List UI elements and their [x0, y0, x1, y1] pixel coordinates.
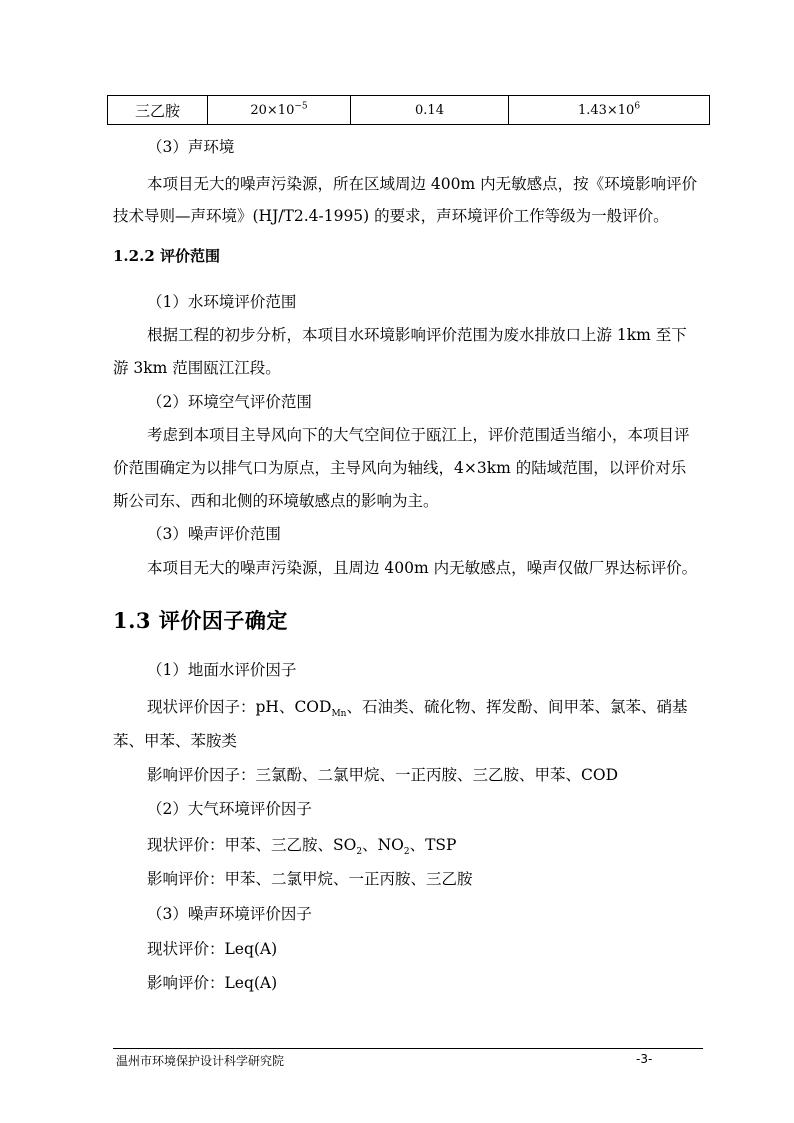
surface-water-status-line-2: 苯、甲苯、苯胺类: [113, 732, 238, 750]
sound-env-heading: （3）声环境: [147, 138, 235, 156]
water-range-line-1: 根据工程的初步分析，本项目水环境影响评价范围为废水排放口上游 1km 至下: [147, 326, 687, 344]
noise-range-heading: （3）噪声评价范围: [147, 525, 281, 543]
water-range-line-2: 游 3km 范围瓯江江段。: [113, 359, 281, 377]
noise-factors-impact: 影响评价：Leq(A): [147, 974, 278, 992]
noise-factors-status: 现状评价：Leq(A): [147, 940, 278, 958]
table-cell-substance: 三乙胺: [108, 96, 208, 125]
air-factors-status: 现状评价：甲苯、三乙胺、$SO_2$、$NO_2$、TSP: [147, 836, 457, 858]
surface-water-status-line-1: 现状评价因子：pH、$COD_{Mn}$、石油类、硫化物、挥发酚、间甲苯、氯苯、硝基: [147, 698, 688, 720]
air-range-heading: （2）环境空气评价范围: [147, 393, 312, 411]
air-factors-heading: （2）大气环境评价因子: [147, 800, 312, 818]
table-row: [108, 96, 710, 125]
water-range-heading: （1）水环境评价范围: [147, 293, 297, 311]
page-number: -3-: [636, 1052, 653, 1066]
table-cell-value-3: $1.43\times 10^6$: [509, 96, 710, 125]
section-1-2-2-title: 1.2.2 评价范围: [113, 247, 220, 265]
surface-water-impact: 影响评价因子：三氯酚、二氯甲烷、一正丙胺、三乙胺、甲苯、COD: [147, 766, 618, 784]
footer-organization: 温州市环境保护设计科学研究院: [116, 1054, 285, 1068]
air-range-line-1: 考虑到本项目主导风向下的大气空间位于瓯江上，评价范围适当缩小，本项目评: [147, 426, 690, 444]
noise-range-line-1: 本项目无大的噪声污染源，且周边 400m 内无敏感点，噪声仅做厂界达标评价。: [147, 559, 698, 577]
footer-divider: [113, 1048, 703, 1049]
noise-factors-heading: （3）噪声环境评价因子: [147, 905, 312, 923]
table-cell-value-2: 0.14: [351, 96, 509, 125]
air-range-line-3: 斯公司东、西和北侧的环境敏感点的影响为主。: [113, 492, 439, 510]
sound-env-paragraph-line-2: 技术导则—声环境》(HJ/T2.4-1995) 的要求，声环境评价工作等级为一般评价。: [113, 207, 669, 225]
table-cell-value-1: $20\times 10^{-5}$: [208, 96, 351, 125]
section-1-3-title: 1.3 评价因子确定: [113, 608, 288, 633]
air-factors-impact: 影响评价：甲苯、二氯甲烷、一正丙胺、三乙胺: [147, 870, 473, 888]
surface-water-heading: （1）地面水评价因子: [147, 661, 297, 679]
air-range-line-2: 价范围确定为以排气口为原点，主导风向为轴线，4×3km 的陆域范围，以评价对乐: [113, 459, 687, 477]
sound-env-paragraph-line-1: 本项目无大的噪声污染源，所在区域周边 400m 内无敏感点，按《环境影响评价: [147, 175, 698, 193]
data-table: [107, 95, 710, 125]
